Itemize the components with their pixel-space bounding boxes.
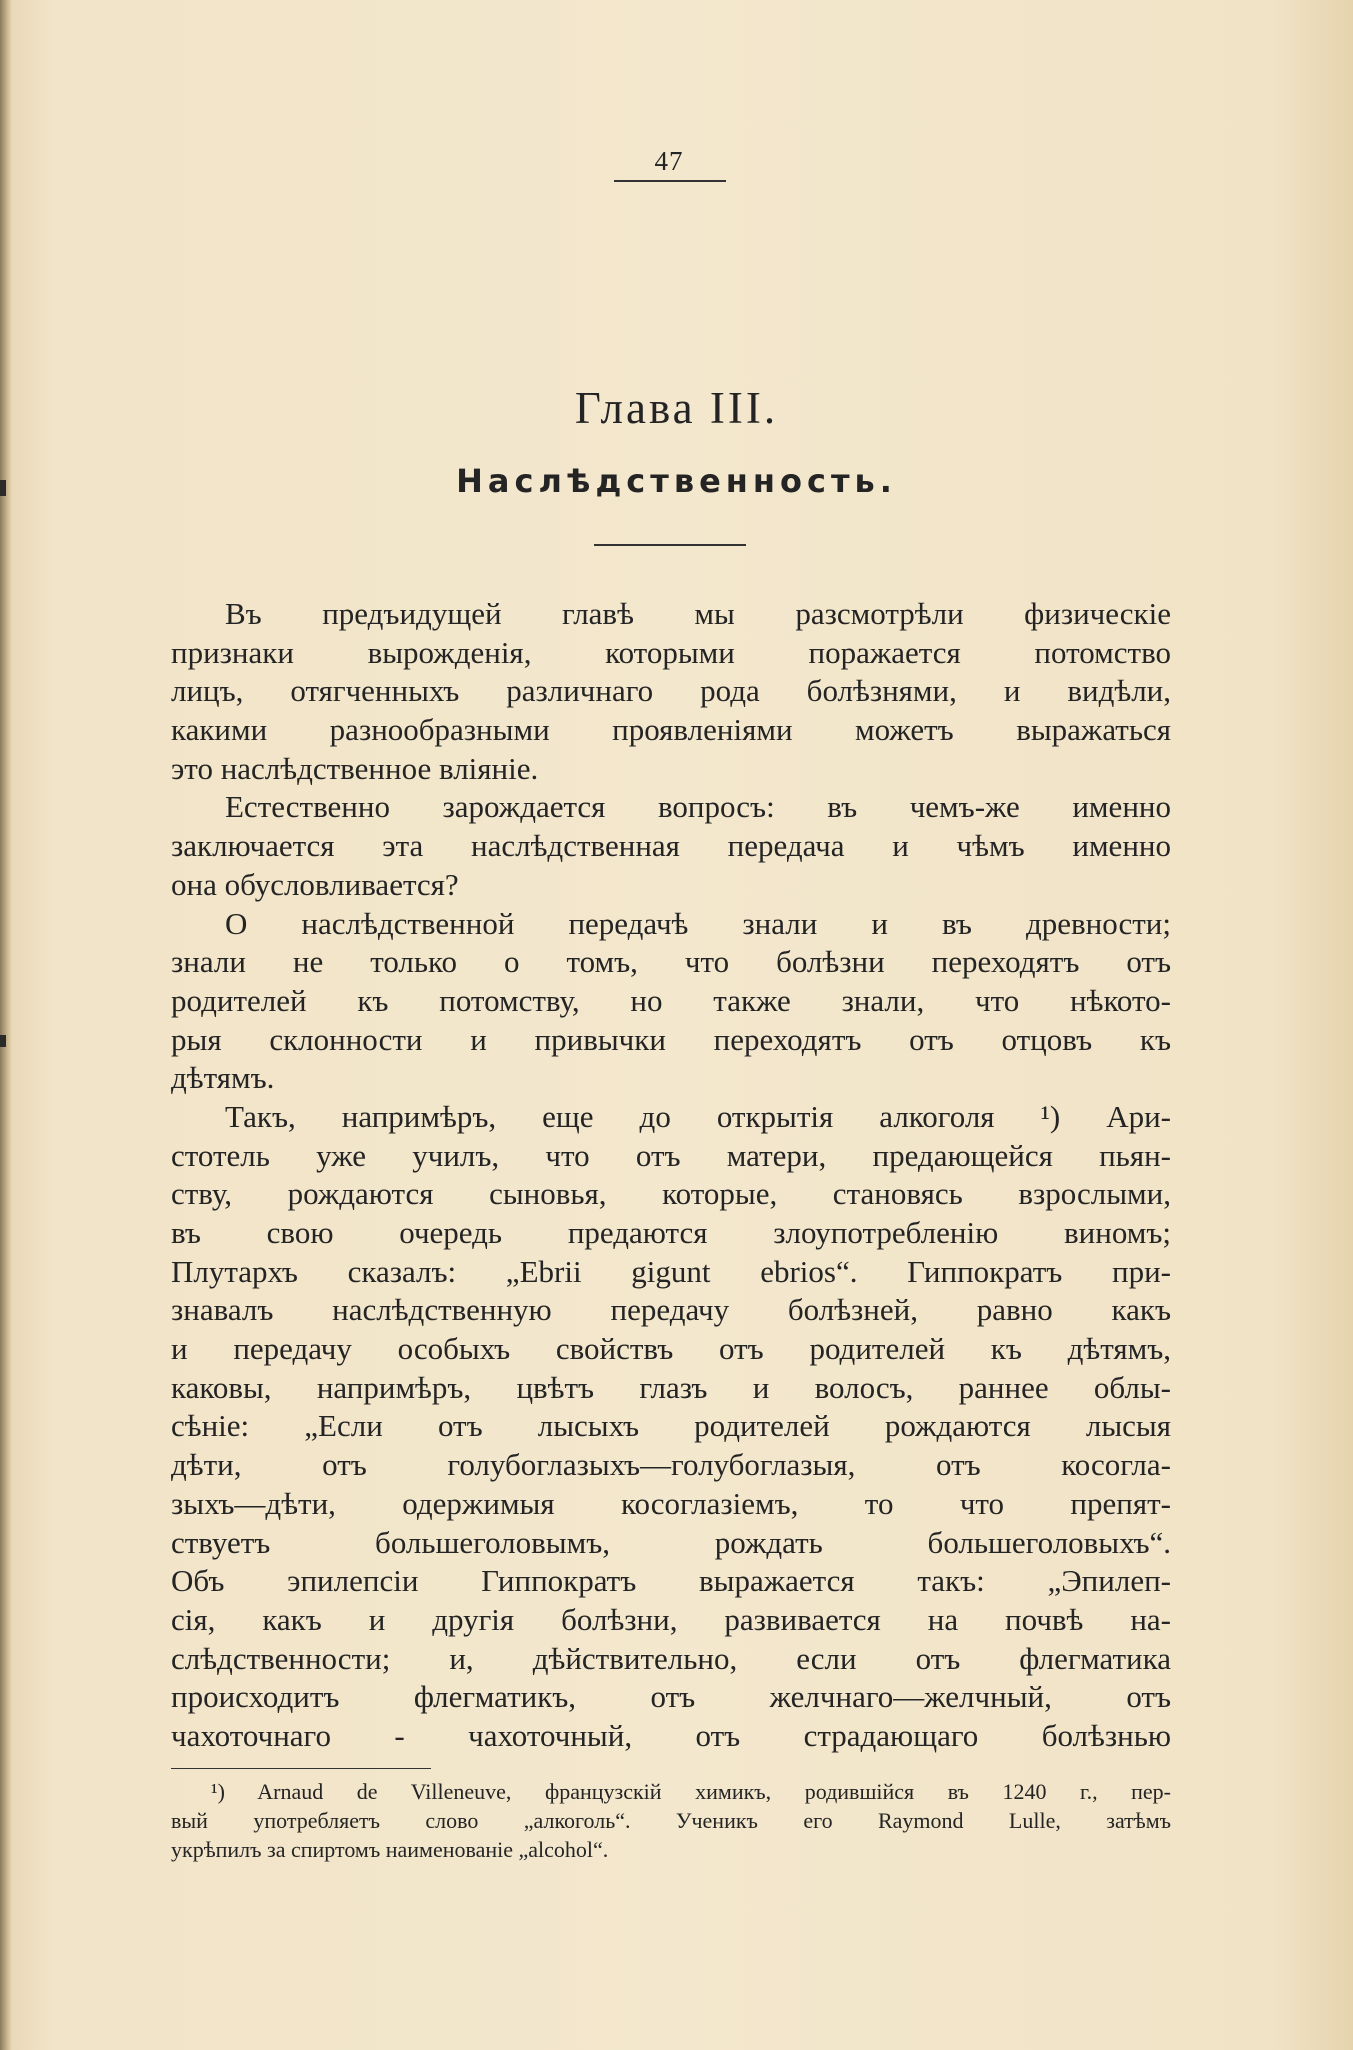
text-line: дѣти, отъ голубоглазыхъ—голубоглазыя, отъ косогла- (171, 1447, 1171, 1483)
text-line: слѣдственности; и, дѣйствительно, если отъ флегматика (171, 1640, 1171, 1676)
page-number: 47 (654, 146, 684, 176)
text-line: ствуетъ большеголовымъ, рождать большеголовыхъ“. (171, 1524, 1171, 1560)
title-rule (594, 544, 746, 546)
binding-edge (0, 0, 12, 2050)
text-line: Плутархъ сказалъ: „Ebrii gigunt ebrios“. Гиппократъ при- (171, 1253, 1171, 1289)
text-line: какими разнообразными проявленіями можетъ выражаться (171, 712, 1171, 748)
text-line: это наслѣдственное вліяніе. (171, 750, 539, 786)
text-line: зыхъ—дѣти, одержимыя косоглазіемъ, то что препят- (171, 1485, 1171, 1521)
text-line: она обусловливается? (171, 866, 459, 902)
footnote-line: укрѣпилъ за спиртомъ наименованіе „alcohol“. (171, 1837, 609, 1862)
text-line: чахоточнаго - чахоточный, отъ страдающаго болѣзнью (171, 1717, 1171, 1753)
text-line: О наслѣдственной передачѣ знали и въ древности; (225, 905, 1171, 941)
footnotes (171, 1777, 1171, 1864)
text-line: Такъ, напримѣръ, еще до открытія алкоголя ¹) Ари- (225, 1098, 1171, 1134)
text-line: сѣніе: „Если отъ лысыхъ родителей рождаются лысыя (171, 1408, 1171, 1444)
text-line: рыя склонности и привычки переходятъ отъ отцовъ къ (171, 1021, 1171, 1057)
footnote-line: вый употребляетъ слово „алкоголь“. Ученикъ его Raymond Lulle, затѣмъ (171, 1808, 1171, 1833)
footnote-rule (171, 1768, 431, 1769)
text-line: стотель уже училъ, что отъ матери, предающейся пьян- (171, 1137, 1171, 1173)
text-line: Въ предъидущей главѣ мы разсмотрѣли физическіе (225, 596, 1171, 631)
text-line: каковы, напримѣръ, цвѣтъ глазъ и волосъ, раннее облы- (171, 1369, 1171, 1405)
chapter-subtitle: Наслѣдственность. (456, 462, 897, 500)
text-line: знали не только о томъ, что болѣзни переходятъ отъ (171, 944, 1171, 980)
chapter-title: Глава III. (574, 383, 779, 433)
text-line: въ свою очередь предаются злоупотребленію виномъ; (171, 1215, 1171, 1250)
text-line: дѣтямъ. (171, 1060, 275, 1096)
text-line: заключается эта наслѣдственная передача и чѣмъ именно (171, 828, 1171, 864)
text-line: признаки вырожденія, которыми поражается потомство (171, 634, 1171, 670)
text-line: Естественно зарождается вопросъ: въ чемъ-же именно (225, 789, 1171, 825)
footnote-line: ¹) Arnaud de Villeneuve, французскій химикъ, родившійся въ 1240 г., пер- (211, 1779, 1171, 1804)
page-number-rule (614, 180, 726, 182)
text-line: Объ эпилепсіи Гиппократъ выражается такъ: „Эпилеп- (171, 1563, 1171, 1599)
body-text (171, 595, 1171, 1756)
text-line: знавалъ наслѣдственную передачу болѣзней, равно какъ (171, 1292, 1171, 1328)
text-line: родителей къ потомству, но также знали, что нѣкото- (171, 982, 1171, 1018)
text-line: происходитъ флегматикъ, отъ желчнаго—желчный, отъ (171, 1679, 1171, 1715)
text-line: и передачу особыхъ свойствъ отъ родителей къ дѣтямъ, (171, 1331, 1171, 1367)
text-line: лицъ, отягченныхъ различнаго рода болѣзнями, и видѣли, (171, 673, 1171, 709)
text-line: сія, какъ и другія болѣзни, развивается на почвѣ на- (171, 1601, 1171, 1637)
text-line: ству, рождаются сыновья, которые, становясь взрослыми, (171, 1176, 1171, 1212)
margin-mark (0, 1035, 6, 1047)
